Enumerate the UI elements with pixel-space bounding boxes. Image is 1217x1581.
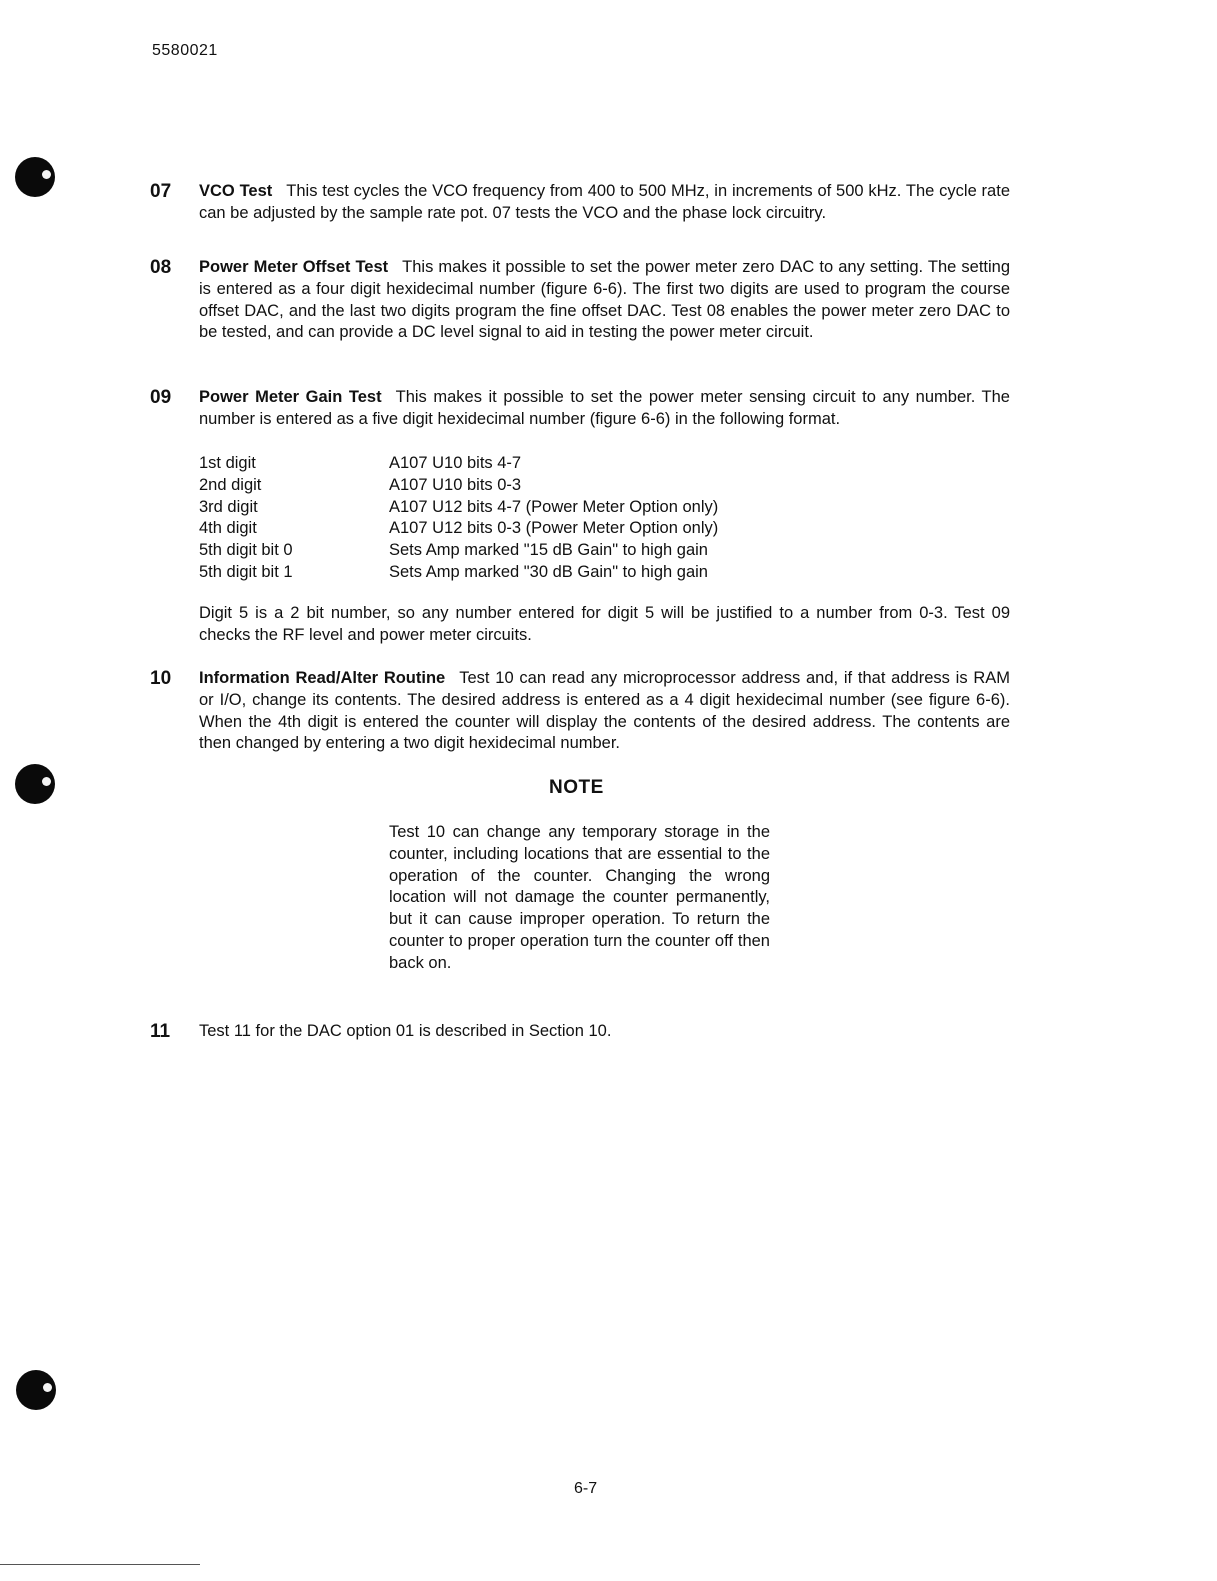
- test-description: [199, 668, 1010, 755]
- test-09-section: [150, 387, 1010, 431]
- test-description: [199, 257, 1010, 344]
- digit-row: [199, 475, 819, 497]
- test-description: [199, 387, 1010, 431]
- test-text: This makes it possible to set the power meter zero DAC to any setting. The setting is entered as a four digit hexidecimal number (figure 6-6). The first two digits are used to program the course offset DAC, and the last two digits program the fine offset DAC. Test 08 enables the power meter zero DAC to be tested, and can provide a DC level signal to aid in testing the power meter circuit.: [199, 258, 1011, 342]
- test-number: 08: [150, 257, 172, 278]
- test-10-section: [150, 668, 1010, 755]
- test-title: VCO Test: [199, 182, 273, 200]
- bottom-rule: [0, 1564, 200, 1565]
- test-text: This makes it possible to set the power meter sensing circuit to any number. The number is entered as a five digit hexidecimal number (figure 6-6) in the following format.: [199, 388, 1010, 428]
- test-text: Test 10 can read any microprocessor address and, if that address is RAM or I/O, change its contents. The desired address is entered as a 4 digit hexidecimal number (see figure 6-6). When the 4th digit is entered the counter will display the contents of the desired address. The contents are then changed by entering a two digit hexidecimal number.: [199, 669, 1011, 753]
- digit-value: A107 U12 bits 4-7 (Power Meter Option only): [389, 497, 719, 516]
- digit-value: Sets Amp marked "15 dB Gain" to high gain: [389, 541, 708, 560]
- digit-row: [199, 562, 819, 584]
- note-title: NOTE: [549, 777, 604, 798]
- digit-value: A107 U10 bits 0-3: [389, 475, 522, 494]
- test-11-section: [150, 1021, 1010, 1043]
- punch-hole-bottom: [16, 1370, 56, 1410]
- punch-hole-top: [15, 157, 55, 197]
- digit-label: 3rd digit: [199, 497, 258, 516]
- digit-row: [199, 540, 819, 562]
- test-description: Test 11 for the DAC option 01 is described in Section 10.: [199, 1022, 612, 1040]
- test-text: This test cycles the VCO frequency from 400 to 500 MHz, in increments of 500 kHz. The cycle rate can be adjusted by the sample rate pot. 07 tests the VCO and the phase lock circuitry.: [199, 182, 1010, 222]
- test-08-section: [150, 257, 1010, 344]
- digit-label: 2nd digit: [199, 475, 262, 494]
- digit-value: A107 U10 bits 4-7: [389, 454, 522, 472]
- punch-hole-middle: [15, 764, 55, 804]
- document-number: 5580021: [152, 42, 218, 59]
- digit-row: [199, 497, 819, 519]
- digit-value: Sets Amp marked "30 dB Gain" to high gain: [389, 562, 708, 581]
- test-number: 10: [150, 668, 172, 689]
- digit-row: [199, 453, 819, 475]
- note-text: Test 10 can change any temporary storage in the counter, including locations that are essential to the operation of the counter. Changing the wrong location will not damage the counter permanently, but it can cause improper operation. To return the counter to proper operation turn the counter off then back on.: [389, 823, 770, 972]
- digit-label: 1st digit: [199, 454, 256, 472]
- digit-row: [199, 518, 819, 540]
- test-footer-text: Digit 5 is a 2 bit number, so any number entered for digit 5 will be justified to a number from 0-3. Test 09 checks the RF level and power meter circuits.: [199, 604, 1010, 644]
- digit-label: 5th digit bit 1: [199, 562, 293, 581]
- page-number: 6-7: [574, 1480, 598, 1497]
- test-number: 11: [150, 1021, 171, 1042]
- digit-format-table: [199, 453, 819, 584]
- test-09-footer: [150, 603, 1010, 647]
- digit-label: 5th digit bit 0: [199, 541, 293, 560]
- test-title: Information Read/Alter Routine: [199, 669, 446, 687]
- digit-value: A107 U12 bits 0-3 (Power Meter Option only): [389, 519, 719, 538]
- test-07-section: [150, 181, 1010, 225]
- test-title: Power Meter Offset Test: [199, 258, 389, 276]
- digit-label: 4th digit: [199, 519, 257, 538]
- test-description: [199, 181, 1010, 225]
- test-title: Power Meter Gain Test: [199, 388, 382, 406]
- test-number: 07: [150, 181, 172, 202]
- test-number: 09: [150, 387, 172, 408]
